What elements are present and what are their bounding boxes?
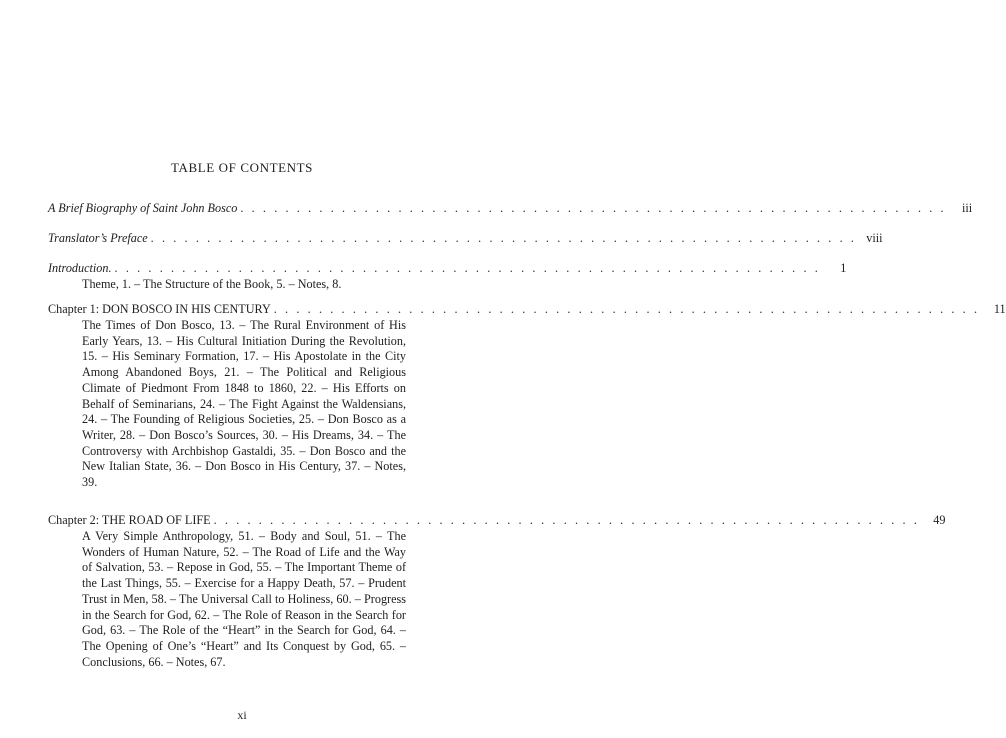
dot-leader: . . . . . . . . . . . . . . . . . . . . . . . . . . . . . . . . . . . . . . . . . . . . . . . . . . . . . . . . . . . . . . . xyxy=(114,261,821,275)
toc-entry-line[interactable] xyxy=(48,200,973,216)
page-title: TABLE OF CONTENTS xyxy=(170,160,314,175)
toc-entry-title[interactable]: Chapter 2: THE ROAD OF LIFE xyxy=(48,513,211,527)
toc-page-number[interactable]: viii xyxy=(866,231,883,245)
dot-leader: . . . . . . . . . . . . . . . . . . . . . . . . . . . . . . . . . . . . . . . . . . . . . . . . . . . . . . . . . . . . . . . xyxy=(150,231,857,245)
toc-entry-chapter-1[interactable] xyxy=(48,301,1006,491)
toc-entry-line[interactable] xyxy=(48,301,1006,317)
toc-entry-title[interactable]: Chapter 1: DON BOSCO IN HIS CENTURY xyxy=(48,302,271,316)
toc-entry-title[interactable]: A Brief Biography of Saint John Bosco xyxy=(48,201,238,215)
toc-entry-line[interactable] xyxy=(48,512,946,528)
toc-entry-line[interactable] xyxy=(48,260,847,276)
toc-page-number[interactable]: 11 xyxy=(993,302,1006,316)
toc-entry-biography[interactable] xyxy=(48,200,973,216)
toc-page-number[interactable]: 49 xyxy=(933,513,946,527)
dot-leader: . . . . . . . . . . . . . . . . . . . . . . . . . . . . . . . . . . . . . . . . . . . . . . . . . . . . . . . . . . . . . . . xyxy=(273,302,980,316)
toc-page-number[interactable]: iii xyxy=(962,201,973,215)
toc-entry-introduction[interactable] xyxy=(48,260,847,293)
toc-entry-title[interactable]: Translator’s Preface xyxy=(48,231,148,245)
toc-entry-summary: Theme, 1. – The Structure of the Book, 5. – Notes, 8. xyxy=(82,277,342,291)
toc-entry-title[interactable]: Introduction. xyxy=(48,261,112,275)
toc-entry-chapter-2[interactable] xyxy=(48,512,946,670)
toc-entry-line[interactable] xyxy=(48,230,883,246)
toc-entry-summary: The Times of Don Bosco, 13. – The Rural Environment of His Early Years, 13. – His Cultural Initiation During the Revolution, 15. – His Seminary Formation, 17. – His Apostolate in the City Among Abandoned Boys, 21. – The Political and Religious Climate of Piedmont From 1848 to 1860, 22. – His Efforts on Behalf of Seminarians, 24. – The Fight Against the Waldensians, 24. – The Founding of Religious Societies, 25. – Don Bosco as a Writer, 28. – Don Bosco’s Sources, 30. – His Dreams, 34. – The Controversy with Archbishop Gastaldi, 35. – Don Bosco and the New Italian State, 36. – Don Bosco in His Century, 37. – Notes, 39. xyxy=(82,318,406,490)
toc-entry-summary: A Very Simple Anthropology, 51. – Body and Soul, 51. – The Wonders of Human Nature, 52. – The Road of Life and the Way of Salvation, 53. – Repose in God, 55. – The Important Theme of the Last Things, 55. – Exercise for a Happy Death, 57. – Prudent Trust in Men, 58. – The Universal Call to Holiness, 60. – Progress in the Search for God, 62. – The Role of Reason in the Search for God, 63. – The Role of the “Heart” in the Search for God, 64. – The Opening of One’s “Heart” and Its Conquest by God, 65. – Conclusions, 66. – Notes, 67. xyxy=(82,529,406,669)
dot-leader: . . . . . . . . . . . . . . . . . . . . . . . . . . . . . . . . . . . . . . . . . . . . . . . . . . . . . . . . . . . . . . . xyxy=(240,201,947,215)
toc-page-number[interactable]: 1 xyxy=(840,261,847,275)
page-folio: xi xyxy=(237,708,247,722)
toc-entry-translators-preface[interactable] xyxy=(48,230,883,246)
dot-leader: . . . . . . . . . . . . . . . . . . . . . . . . . . . . . . . . . . . . . . . . . . . . . . . . . . . . . . . . . . . . . . . xyxy=(213,513,920,527)
